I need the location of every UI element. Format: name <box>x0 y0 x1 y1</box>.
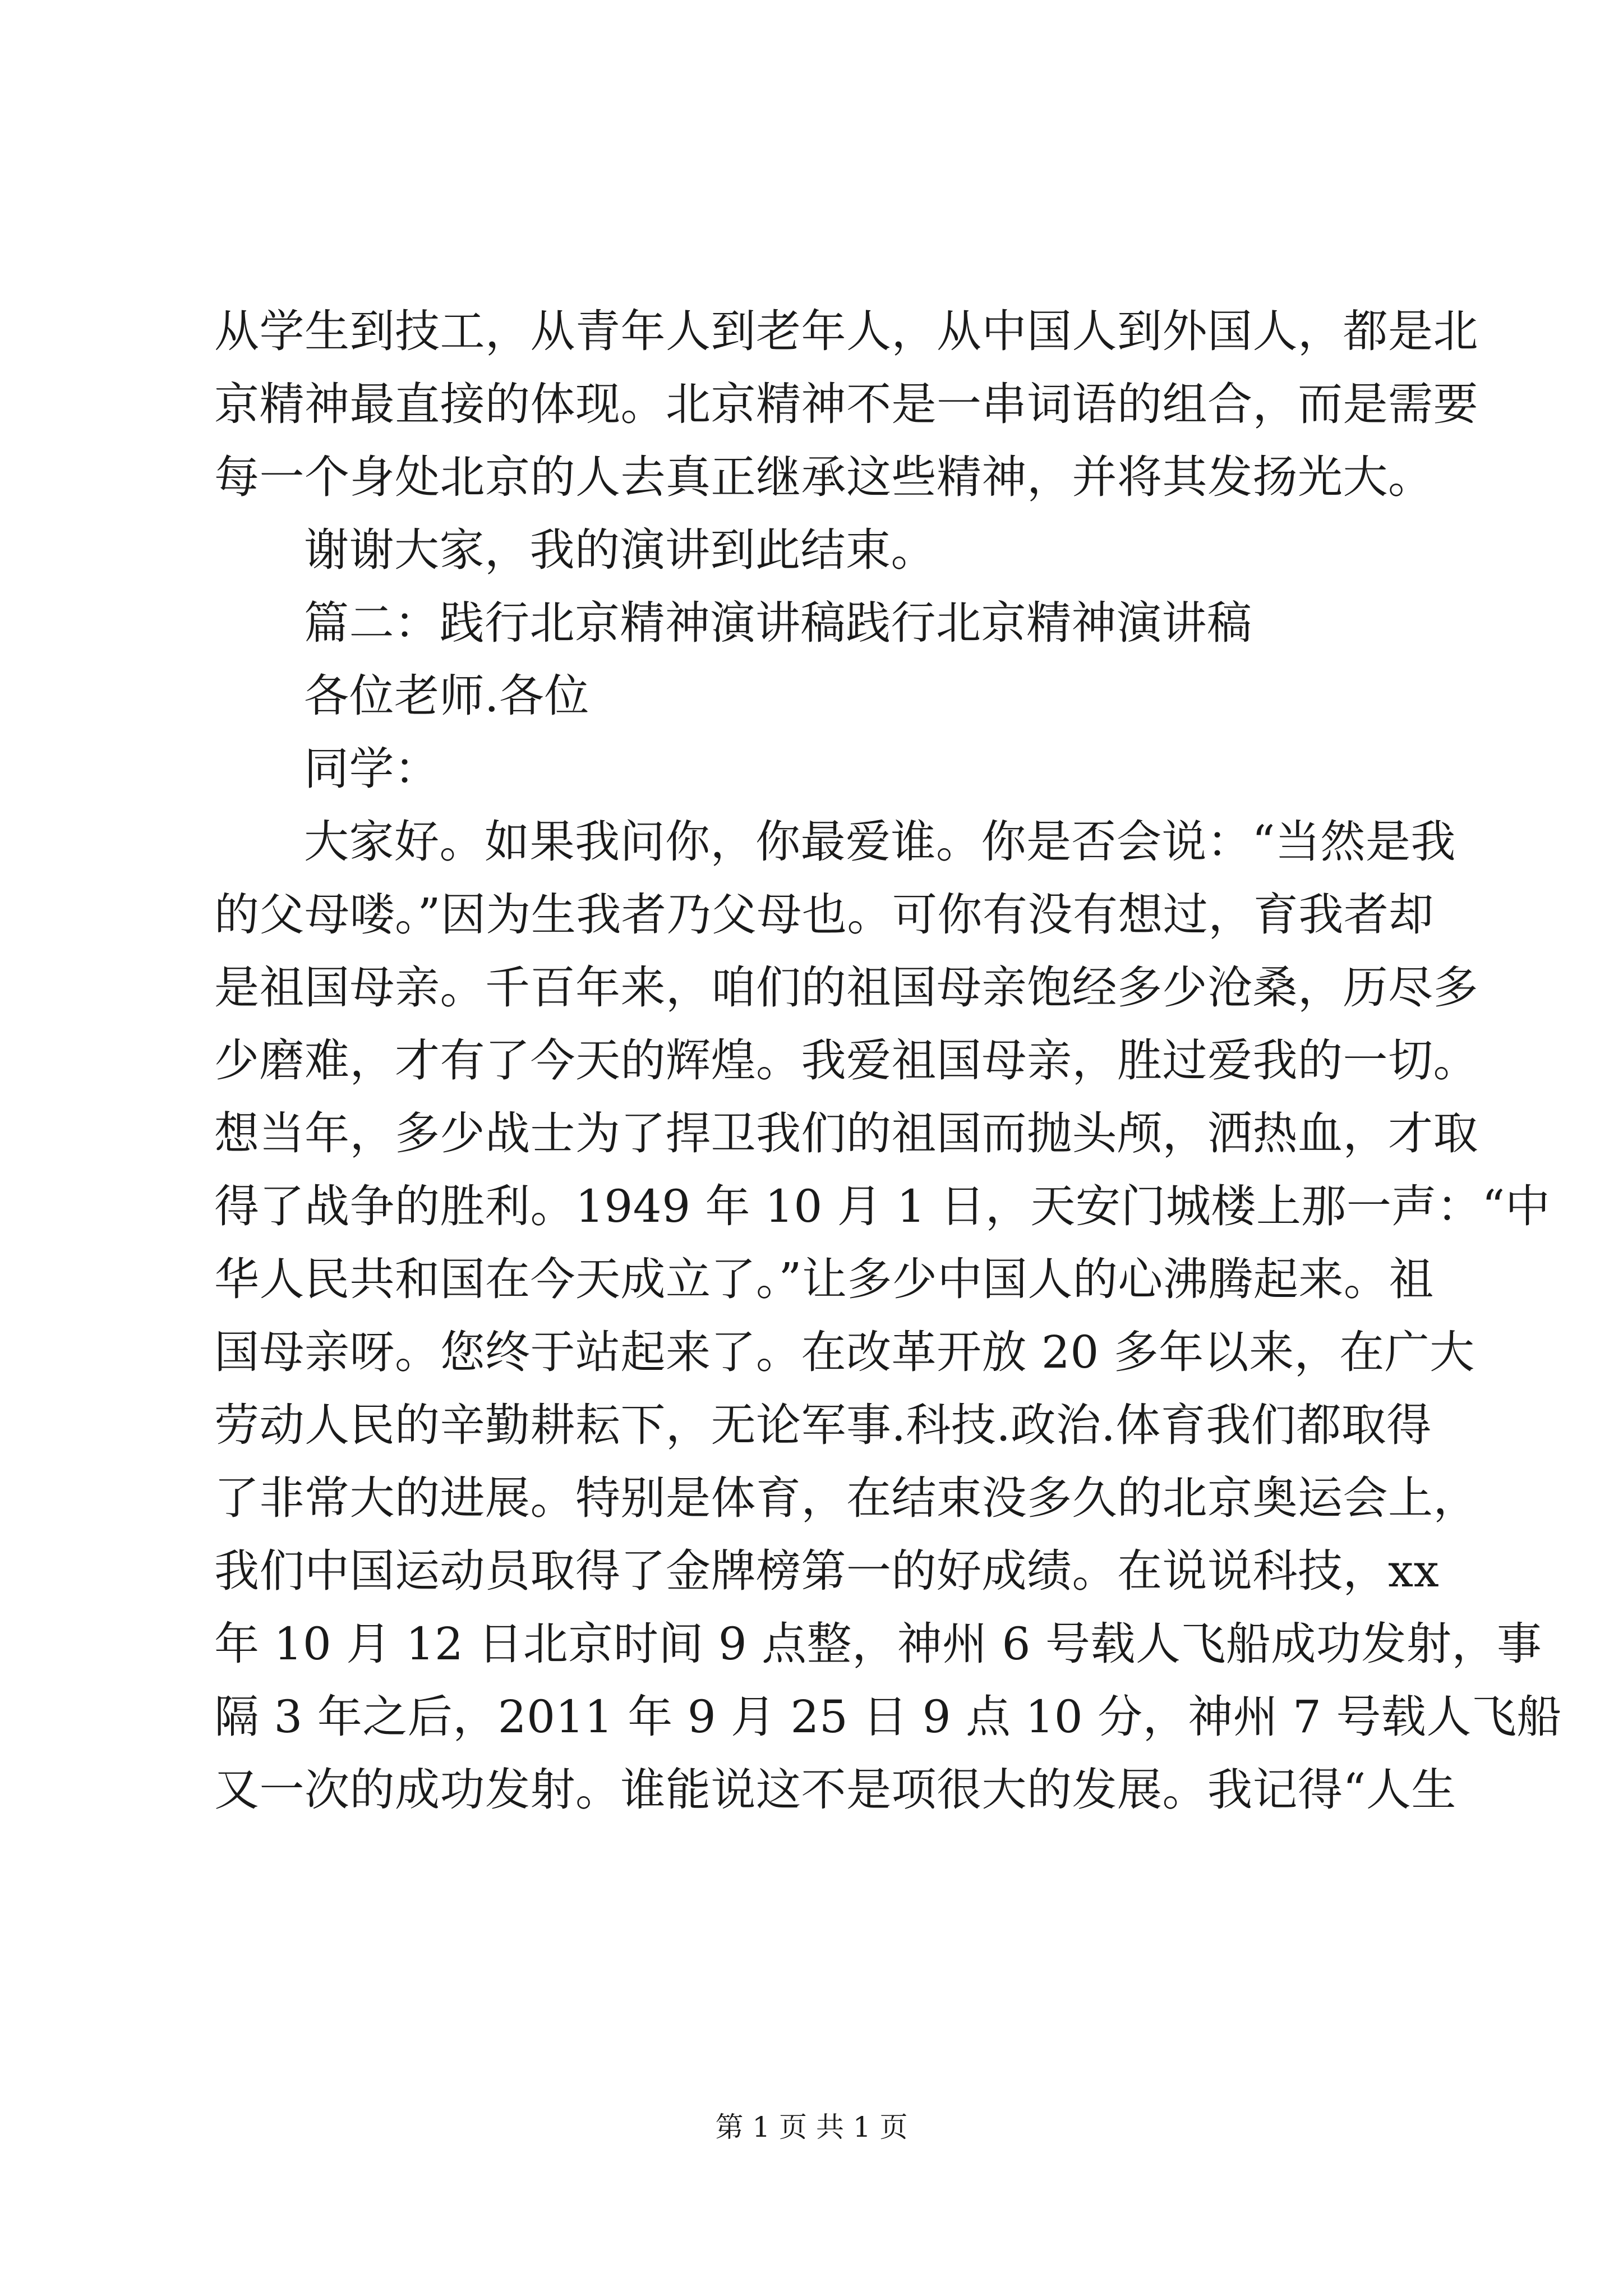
text-line: 京精神最直接的体现。北京精神不是一串词语的组合，而是需要 <box>214 378 1478 430</box>
text-line: 谢谢大家，我的演讲到此结束。 <box>304 524 936 576</box>
text-line: 同学： <box>304 743 440 795</box>
text-line: 又一次的成功发射。谁能说这不是项很大的发展。我记得“人生 <box>214 1764 1456 1816</box>
text-line: 我们中国运动员取得了金牌榜第一的好成绩。在说说科技，xx <box>214 1545 1440 1597</box>
text-line: 劳动人民的辛勤耕耘下，无论军事.科技.政治.体育我们都取得 <box>214 1399 1432 1451</box>
document-body <box>214 295 1562 1826</box>
text-line: 大家好。如果我问你，你最爱谁。你是否会说：“当然是我 <box>304 816 1456 868</box>
text-line: 华人民共和国在今天成立了。”让多少中国人的心沸腾起来。祖 <box>214 1253 1434 1305</box>
text-line: 想当年，多少战士为了捍卫我们的祖国而抛头颅，洒热血，才取 <box>214 1107 1478 1159</box>
text-line: 年 10 月 12 日北京时间 9 点整，神州 6 号载人飞船成功发射，事 <box>214 1618 1542 1670</box>
text-line: 从学生到技工，从青年人到老年人，从中国人到外国人，都是北 <box>214 305 1478 357</box>
page-footer: 第 1 页 共 1 页 <box>715 2111 908 2143</box>
text-line: 各位老师.各位 <box>304 670 589 722</box>
text-line: 是祖国母亲。千百年来，咱们的祖国母亲饱经多少沧桑，历尽多 <box>214 961 1478 1014</box>
text-line: 了非常大的进展。特别是体育，在结束没多久的北京奥运会上， <box>214 1472 1478 1524</box>
text-line: 篇二：践行北京精神演讲稿践行北京精神演讲稿 <box>304 597 1252 649</box>
text-line: 隔 3 年之后，2011 年 9 月 25 日 9 点 10 分，神州 7 号载人飞船 <box>214 1691 1562 1743</box>
text-line: 每一个身处北京的人去真正继承这些精神，并将其发扬光大。 <box>214 451 1433 503</box>
text-line: 少磨难，才有了今天的辉煌。我爱祖国母亲，胜过爱我的一切。 <box>214 1034 1478 1087</box>
text-line: 国母亲呀。您终于站起来了。在改革开放 20 多年以来，在广大 <box>214 1326 1475 1378</box>
text-line: 得了战争的胜利。1949 年 10 月 1 日，天安门城楼上那一声：“中 <box>214 1180 1551 1232</box>
text-line: 的父母喽。”因为生我者乃父母也。可你有没有想过，育我者却 <box>214 889 1434 941</box>
